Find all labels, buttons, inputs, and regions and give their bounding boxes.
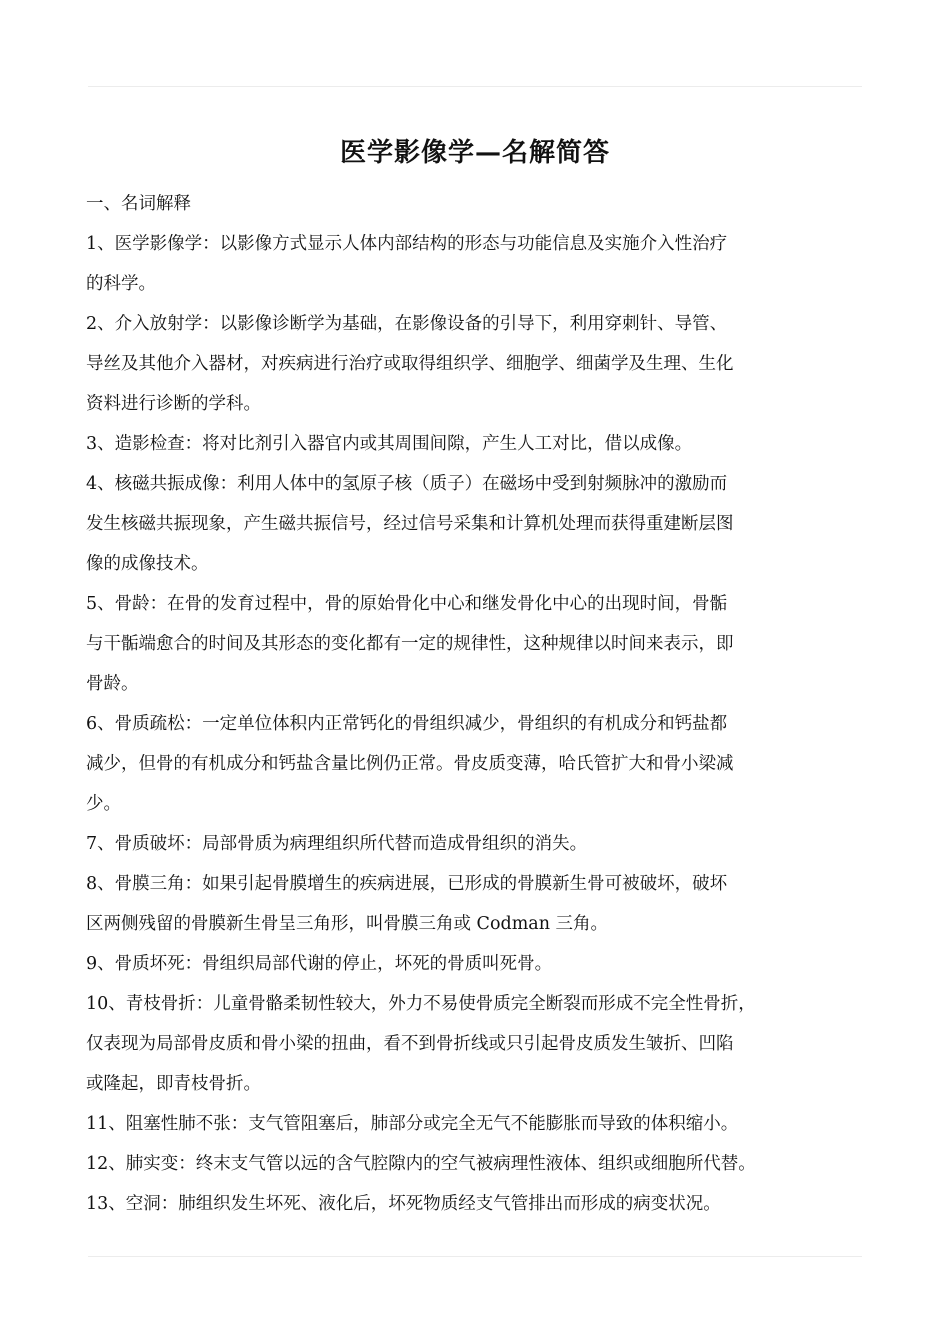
document-title: 医学影像学—名解简答	[339, 138, 610, 169]
entry-line: 2、介入放射学：以影像诊断学为基础，在影像设备的引导下，利用穿刺针、导管、	[86, 314, 728, 334]
entry-line: 12、肺实变：终末支气管以远的含气腔隙内的空气被病理性液体、组织或细胞所代替。	[86, 1154, 756, 1174]
entry-line: 11、阻塞性肺不张：支气管阻塞后，肺部分或完全无气不能膨胀而导致的体积缩小。	[86, 1114, 739, 1134]
entry-line: 13、空洞：肺组织发生坏死、液化后，坏死物质经支气管排出而形成的病变状况。	[86, 1194, 721, 1214]
entry-list	[86, 224, 878, 1224]
entry-line: 资料进行诊断的学科。	[86, 394, 261, 414]
entry-line: 或隆起，即青枝骨折。	[86, 1074, 261, 1094]
entry-line: 3、造影检查：将对比剂引入器官内或其周围间隙，产生人工对比，借以成像。	[86, 434, 693, 454]
entry-line: 导丝及其他介入器材，对疾病进行治疗或取得组织学、细胞学、细菌学及生理、生化	[86, 354, 734, 374]
definition-entry	[86, 584, 878, 704]
entry-line: 6、骨质疏松：一定单位体积内正常钙化的骨组织减少，骨组织的有机成分和钙盐都	[86, 714, 728, 734]
entry-line: 5、骨龄：在骨的发育过程中，骨的原始骨化中心和继发骨化中心的出现时间，骨骺	[86, 594, 728, 614]
entry-line: 4、核磁共振成像：利用人体中的氢原子核（质子）在磁场中受到射频脉冲的激励而	[86, 474, 728, 494]
definition-entry	[86, 824, 878, 864]
definition-entry	[86, 984, 878, 1104]
entry-line: 骨龄。	[86, 674, 139, 694]
entry-line: 与干骺端愈合的时间及其形态的变化都有一定的规律性，这种规律以时间来表示，即	[86, 634, 734, 654]
definition-entry	[86, 704, 878, 824]
entry-line: 减少，但骨的有机成分和钙盐含量比例仍正常。骨皮质变薄，哈氏管扩大和骨小梁减	[86, 754, 734, 774]
definition-entry	[86, 1104, 878, 1144]
entry-line: 的科学。	[86, 274, 156, 294]
section-heading: 一、名词解释	[86, 194, 191, 214]
definition-entry	[86, 1184, 878, 1224]
entry-line: 9、骨质坏死：骨组织局部代谢的停止，坏死的骨质叫死骨。	[86, 954, 553, 974]
header-rule	[88, 86, 862, 87]
entry-line: 区两侧残留的骨膜新生骨呈三角形，叫骨膜三角或 Codman 三角。	[86, 914, 609, 934]
entry-line: 仅表现为局部骨皮质和骨小梁的扭曲，看不到骨折线或只引起骨皮质发生皱折、凹陷	[86, 1034, 734, 1054]
definition-entry	[86, 944, 878, 984]
entry-line: 7、骨质破坏：局部骨质为病理组织所代替而造成骨组织的消失。	[86, 834, 588, 854]
entry-line: 少。	[86, 794, 121, 814]
definition-entry	[86, 864, 878, 944]
definition-entry	[86, 424, 878, 464]
definition-entry	[86, 1144, 878, 1184]
definition-entry	[86, 224, 878, 304]
entry-line: 发生核磁共振现象，产生磁共振信号，经过信号采集和计算机处理而获得重建断层图	[86, 514, 734, 534]
entry-line: 像的成像技术。	[86, 554, 209, 574]
entry-line: 8、骨膜三角：如果引起骨膜增生的疾病进展，已形成的骨膜新生骨可被破坏，破坏	[86, 874, 728, 894]
definition-entry	[86, 304, 878, 424]
footer-rule	[88, 1256, 862, 1257]
entry-line: 1、医学影像学：以影像方式显示人体内部结构的形态与功能信息及实施介入性治疗	[86, 234, 728, 254]
definition-entry	[86, 464, 878, 584]
entry-line: 10、青枝骨折：儿童骨骼柔韧性较大，外力不易使骨质完全断裂而形成不完全性骨折，	[86, 994, 756, 1014]
document-body	[86, 184, 878, 1224]
